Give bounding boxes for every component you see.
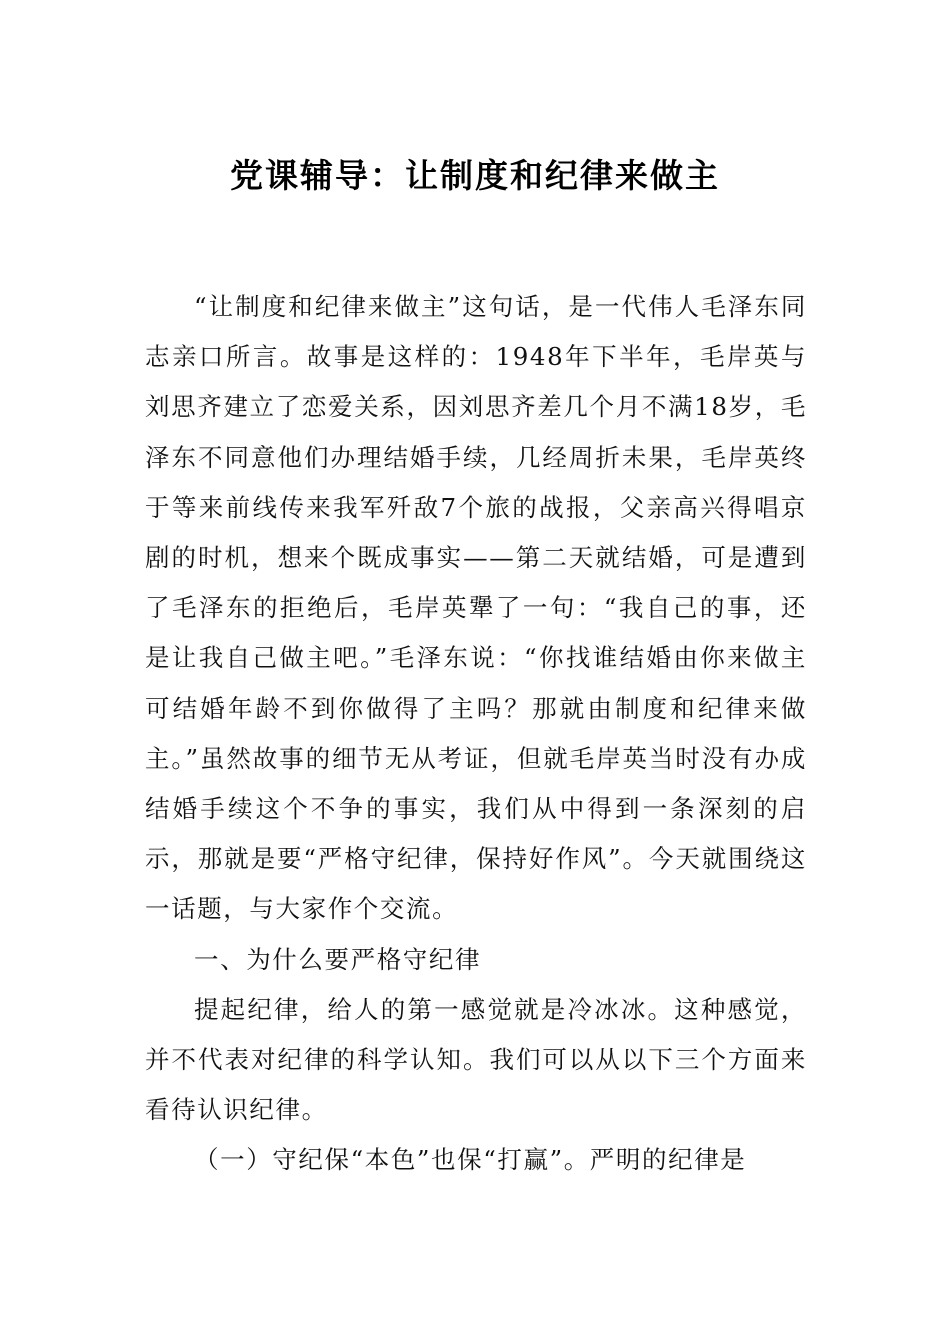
paragraph-intro: “让制度和纪律来做主”这句话，是一代伟人毛泽东同志亲口所言。故事是这样的：1948年下半年，毛岸英与刘思齐建立了恋爱关系，因刘思齐差几个月不满18岁，毛泽东不同意他们办理结婚手续，几经周折未果，毛岸英终于等来前线传来我军歼敌7个旅的战报，父亲高兴得唱京剧的时机，想来个既成事实——第二天就结婚，可是遭到了毛泽东的拒绝后，毛岸英犟了一句：“我自己的事，还是让我自己做主吧。”毛泽东说：“你找谁结婚由你来做主可结婚年龄不到你做得了主吗？那就由制度和纪律来做主。”虽然故事的细节无从考证，但就毛岸英当时没有办成结婚手续这个不争的事实，我们从中得到一条深刻的启示，那就是要“严格守纪律，保持好作风”。今天就围绕这一话题，与大家作个交流。 [145, 292, 807, 924]
section-heading-1: 一、为什么要严格守纪律 [194, 944, 482, 974]
document-body [145, 282, 807, 1186]
document-title: 党课辅导：让制度和纪律来做主 [230, 156, 720, 195]
paragraph-discipline-perception: 提起纪律，给人的第一感觉就是冷冰冰。这种感觉，并不代表对纪律的科学认知。我们可以从以下三个方面来看待认识纪律。 [145, 994, 807, 1125]
paragraph-subsection-1: （一）守纪保“本色”也保“打赢”。严明的纪律是 [194, 1145, 747, 1175]
